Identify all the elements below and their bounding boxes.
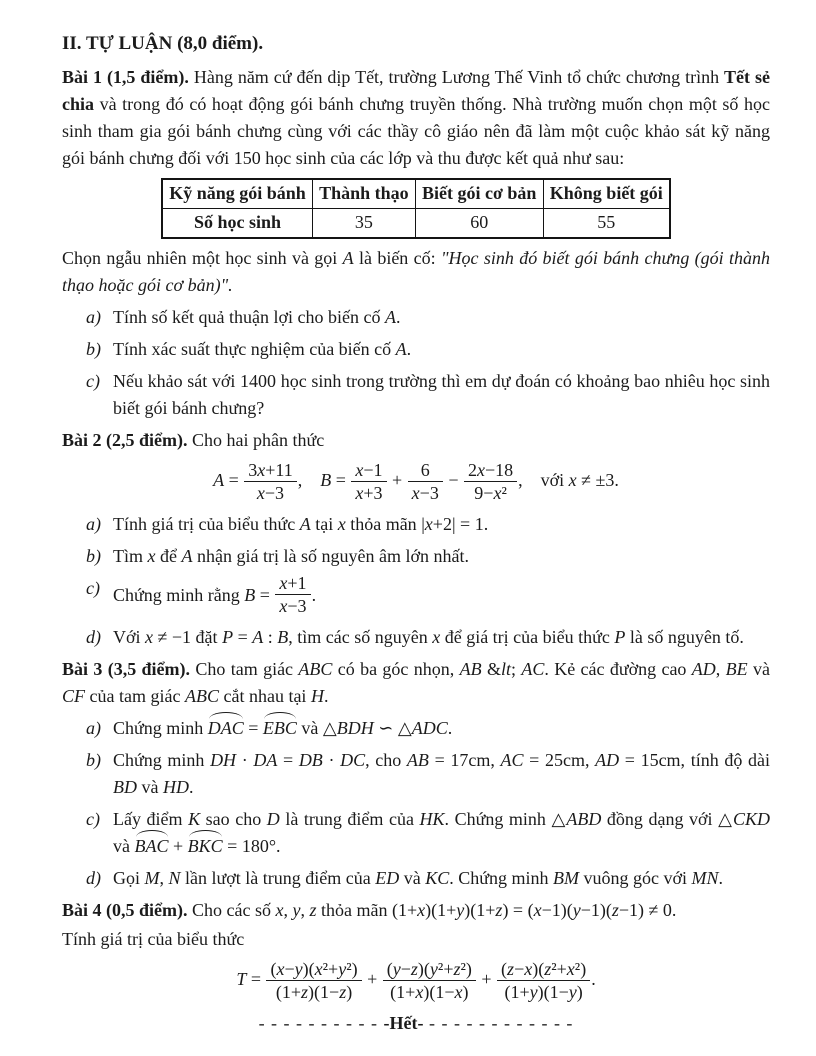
- text-run: .: [447, 717, 453, 738]
- section-heading: II. TỰ LUẬN (8,0 điểm).: [62, 33, 264, 54]
- text-run: đồng dạng với: [601, 808, 719, 829]
- end-marker: [62, 1010, 770, 1037]
- widehat-angle: BKC: [188, 833, 223, 860]
- text-run: . Kẻ các đường cao: [544, 658, 692, 679]
- item-text: [113, 511, 770, 538]
- text-run: vuông góc với: [579, 867, 692, 888]
- text-run: -Hết-: [383, 1012, 424, 1033]
- text-run: H: [310, 685, 324, 706]
- text-run: BD: [113, 776, 137, 797]
- text-run: ≠ −1 đặt: [153, 626, 223, 647]
- item-letter: b): [86, 339, 101, 359]
- table-row: [163, 209, 670, 238]
- list-item: [86, 543, 770, 570]
- text-run: và: [399, 867, 426, 888]
- text-run: Cho hai phân thức: [192, 430, 325, 450]
- list-item: [86, 747, 770, 801]
- text-run: và: [296, 717, 323, 738]
- list-item: [86, 368, 770, 422]
- text-run: để: [155, 546, 182, 567]
- bai2-intro-paragraph: [62, 427, 770, 454]
- item-text: [113, 304, 770, 331]
- text-run: sao cho: [200, 808, 267, 829]
- text-run: cắt nhau tại: [218, 685, 311, 706]
- list-item: [86, 865, 770, 892]
- fraction-denominator: (1+z)(1−z): [275, 981, 353, 1002]
- text-run: M, N: [144, 867, 181, 888]
- text-run: =: [243, 717, 263, 738]
- text-run: . Chứng minh: [444, 808, 552, 829]
- text-run: lần lượt là trung điểm của: [180, 867, 376, 888]
- list-item: [86, 624, 770, 651]
- fraction-numerator: x+1: [275, 573, 310, 595]
- text-run: Cho tam giác: [195, 658, 299, 679]
- text-run: Chứng minh rằng: [113, 585, 245, 606]
- widehat-angle: EBC: [263, 715, 297, 742]
- text-run: Cho các số: [192, 899, 276, 920]
- text-run: x: [568, 469, 577, 490]
- text-run: Tìm: [113, 546, 148, 567]
- item-text: [113, 336, 770, 363]
- text-run: nhận giá trị là số nguyên âm lớn nhất.: [192, 546, 469, 567]
- bai4-line2: [62, 926, 770, 953]
- text-run: Bài 3 (3,5 điểm).: [62, 658, 196, 679]
- text-run: (1+x)(1+y)(1+z) = (x−1)(y−1)(z−1) ≠ 0: [391, 899, 672, 920]
- text-run: x: [337, 514, 346, 535]
- fraction: [243, 460, 297, 503]
- text-run: ,: [715, 658, 726, 679]
- item-letter: c): [86, 371, 100, 391]
- bai1-intro-paragraph: [62, 64, 770, 172]
- fraction-numerator: x−1: [351, 460, 386, 482]
- bai1-event-paragraph: [62, 245, 770, 299]
- item-text: [113, 575, 770, 618]
- item-letter: d): [86, 626, 101, 647]
- table-header-row: [163, 180, 670, 209]
- text-run: ABC: [184, 685, 219, 706]
- text-run: .: [591, 968, 596, 989]
- text-run: |x+2| = 1: [421, 514, 484, 535]
- text-run: BM: [553, 867, 580, 888]
- text-run: Tính xác suất thực nghiệm của biến cố: [113, 339, 396, 359]
- text-run: −: [443, 469, 463, 490]
- list-item: [86, 806, 770, 860]
- text-run: là số nguyên tố.: [625, 626, 744, 647]
- survey-table: [162, 179, 670, 238]
- fraction-denominator: x−3: [279, 596, 307, 617]
- text-run: Bài 2 (2,5 điểm).: [62, 430, 192, 450]
- fraction-numerator: (y−z)(y²+z²): [383, 959, 476, 981]
- text-run: Chọn ngẫu nhiên một học sinh và gọi: [62, 248, 343, 268]
- text-run: = 25cm,: [523, 749, 596, 770]
- text-run: x: [432, 626, 441, 647]
- text-run: A: [342, 248, 354, 268]
- text-run: .: [189, 776, 194, 797]
- text-run: .: [406, 339, 412, 359]
- text-run: AB: [406, 749, 429, 770]
- text-run: A: [384, 307, 396, 327]
- fraction: [496, 959, 591, 1002]
- item-letter: d): [86, 867, 101, 888]
- bai4-formula: [62, 959, 770, 1002]
- text-run: +: [387, 469, 407, 490]
- list-item: [86, 304, 770, 331]
- fraction-numerator: (z−x)(z²+x²): [497, 959, 590, 981]
- table-header-cell: Thành thạo: [312, 180, 415, 209]
- table-cell: 60: [415, 209, 543, 238]
- text-run: và trong đó có hoạt động gói bánh chưng truyền thống. Nhà trường muốn chọn một số học sinh tham gia gói bánh chưng cùng với các thầy cô giáo nên đã làm một cuộc khảo sát kỹ năng gói bánh chưng đối với 150 học sinh của các lớp và thu được kết quả như sau:: [62, 94, 770, 168]
- table-header-cell: Biết gói cơ bản: [415, 180, 543, 209]
- text-run: tại: [310, 514, 338, 535]
- text-run: Tính số kết quả thuận lợi cho biến cố: [113, 307, 385, 327]
- text-run: ≠ ±3.: [576, 469, 619, 490]
- fraction-denominator: (1+x)(1−x): [390, 981, 469, 1002]
- text-run: Chứng minh: [113, 717, 208, 738]
- text-run: Hàng năm cứ đến dịp Tết, trường Lương Thế Vinh tổ chức chương trình: [193, 67, 725, 87]
- bai3-items: [86, 715, 770, 892]
- item-text: [113, 543, 770, 570]
- bai2-items: [86, 511, 770, 650]
- text-run: , cho: [365, 749, 407, 770]
- table-header-cell: Không biết gói: [543, 180, 669, 209]
- text-run: .: [311, 585, 317, 606]
- text-run: Chứng minh: [113, 749, 211, 770]
- text-run: Tính giá trị của biểu thức: [113, 514, 300, 535]
- text-run: .: [483, 514, 489, 535]
- text-run: .: [671, 899, 677, 920]
- text-run: AC: [500, 749, 524, 770]
- item-letter: b): [86, 749, 101, 770]
- item-letter: a): [86, 514, 101, 535]
- item-letter: a): [86, 307, 101, 327]
- text-run: P: [614, 626, 626, 647]
- text-run: +: [168, 835, 188, 856]
- text-run: ABC: [298, 658, 333, 679]
- text-run: A =: [213, 469, 244, 490]
- text-run: và: [747, 658, 770, 679]
- list-item: [86, 715, 770, 742]
- text-run: .: [718, 867, 724, 888]
- fraction-numerator: (x−y)(x²+y²): [266, 959, 361, 981]
- text-run: là trung điểm của: [279, 808, 420, 829]
- text-run: = 17cm,: [428, 749, 501, 770]
- text-run: MN: [691, 867, 719, 888]
- list-item: [86, 336, 770, 363]
- text-run: , tìm các số nguyên: [288, 626, 433, 647]
- text-run: của tam giác: [85, 685, 185, 706]
- text-run: Bài 1 (1,5 điểm).: [62, 67, 194, 87]
- text-run: ,: [297, 469, 321, 490]
- text-run: . Chứng minh: [449, 867, 554, 888]
- text-run: A: [299, 514, 311, 535]
- text-run: - - - - - - - - - - - -: [423, 1012, 574, 1033]
- table-cell: 55: [543, 209, 669, 238]
- text-run: AD: [595, 749, 620, 770]
- bai1-items: [86, 304, 770, 422]
- text-run: B =: [320, 469, 351, 490]
- text-run: △ABD: [551, 808, 602, 829]
- text-run: có ba góc nhọn,: [332, 658, 460, 679]
- item-text: [113, 715, 770, 742]
- fraction-denominator: x−3: [256, 483, 285, 504]
- text-run: = 15cm, tính độ dài: [619, 749, 770, 770]
- fraction-numerator: 2x−18: [464, 460, 517, 482]
- text-run: Tết sẻ chia: [62, 67, 770, 114]
- list-item: [86, 511, 770, 538]
- fraction: [350, 460, 387, 503]
- text-run: DH · DA = DB · DC: [210, 749, 366, 770]
- text-run: +: [362, 968, 382, 989]
- text-run: CF: [62, 685, 86, 706]
- text-run: thỏa mãn: [316, 899, 392, 920]
- text-run: T =: [236, 968, 266, 989]
- text-run: A: [395, 339, 407, 359]
- text-run: - - - - - - - - - -: [258, 1012, 384, 1033]
- text-run: = 180°.: [222, 835, 281, 856]
- text-run: HD: [163, 776, 189, 797]
- item-letter: c): [86, 578, 100, 599]
- item-letter: a): [86, 717, 101, 738]
- text-run: △CKD: [718, 808, 771, 829]
- text-run: P = A : B: [222, 626, 289, 647]
- item-text: [113, 747, 770, 801]
- text-run: là biến cố:: [353, 248, 441, 268]
- text-run: .: [395, 307, 401, 327]
- text-run: =: [255, 585, 275, 606]
- fraction-denominator: x−3: [411, 483, 439, 504]
- text-run: , với: [518, 469, 569, 490]
- item-text: [113, 368, 770, 422]
- text-run: để giá trị của biểu thức: [440, 626, 615, 647]
- text-run: D: [266, 808, 280, 829]
- bai2-formula: [62, 460, 770, 503]
- text-run: K: [188, 808, 201, 829]
- item-letter: c): [86, 808, 100, 829]
- fraction: [382, 959, 477, 1002]
- text-run: .: [323, 685, 329, 706]
- fraction: [274, 573, 311, 616]
- text-run: AB &lt; AC: [459, 658, 545, 679]
- text-run: A: [181, 546, 193, 567]
- text-run: KC: [425, 867, 450, 888]
- widehat-angle: BAC: [135, 833, 169, 860]
- text-run: x, y, z: [275, 899, 317, 920]
- fraction: [407, 460, 444, 503]
- text-run: AD: [691, 658, 716, 679]
- list-item: [86, 575, 770, 618]
- text-run: BE: [725, 658, 748, 679]
- fraction: [463, 460, 518, 503]
- item-text: [113, 865, 770, 892]
- fraction: [265, 959, 362, 1002]
- text-run: và: [137, 776, 163, 797]
- text-run: Gọi: [113, 867, 145, 888]
- text-run: Tính giá trị của biểu thức: [62, 928, 245, 949]
- text-run: Lấy điểm: [113, 808, 189, 829]
- item-text: [113, 806, 770, 860]
- text-run: x: [145, 626, 154, 647]
- fraction-numerator: 3x+11: [244, 460, 296, 482]
- text-run: Bài 4 (0,5 điểm).: [62, 899, 192, 920]
- text-run: HK: [419, 808, 445, 829]
- table-header-cell: Kỹ năng gói bánh: [163, 180, 313, 209]
- widehat-angle: DAC: [208, 715, 244, 742]
- text-run: +: [476, 968, 497, 989]
- bai4-intro-paragraph: [62, 897, 770, 924]
- fraction-numerator: 6: [408, 460, 443, 482]
- text-run: "Học sinh đó biết gói bánh chưng (gói thành thạo hoặc gói cơ bản)".: [62, 248, 770, 295]
- item-letter: b): [86, 546, 101, 567]
- text-run: x: [147, 546, 156, 567]
- text-run: B: [244, 585, 256, 606]
- table-row-label: Số học sinh: [163, 209, 313, 238]
- item-text: [113, 624, 770, 651]
- fraction-denominator: 9−x²: [474, 483, 507, 504]
- fraction-denominator: (1+y)(1−y): [504, 981, 583, 1002]
- text-run: Nếu khảo sát với 1400 học sinh trong trường thì em dự đoán có khoảng bao nhiêu học sinh biết gói bánh chưng?: [113, 371, 770, 418]
- text-run: ED: [375, 867, 400, 888]
- table-cell: 35: [312, 209, 415, 238]
- text-run: và: [113, 835, 135, 856]
- text-run: Với: [113, 626, 146, 647]
- bai3-intro-paragraph: [62, 656, 770, 710]
- text-run: △BDH ∽ △ADC: [322, 717, 448, 738]
- text-run: thỏa mãn: [345, 514, 422, 535]
- fraction-denominator: x+3: [355, 483, 383, 504]
